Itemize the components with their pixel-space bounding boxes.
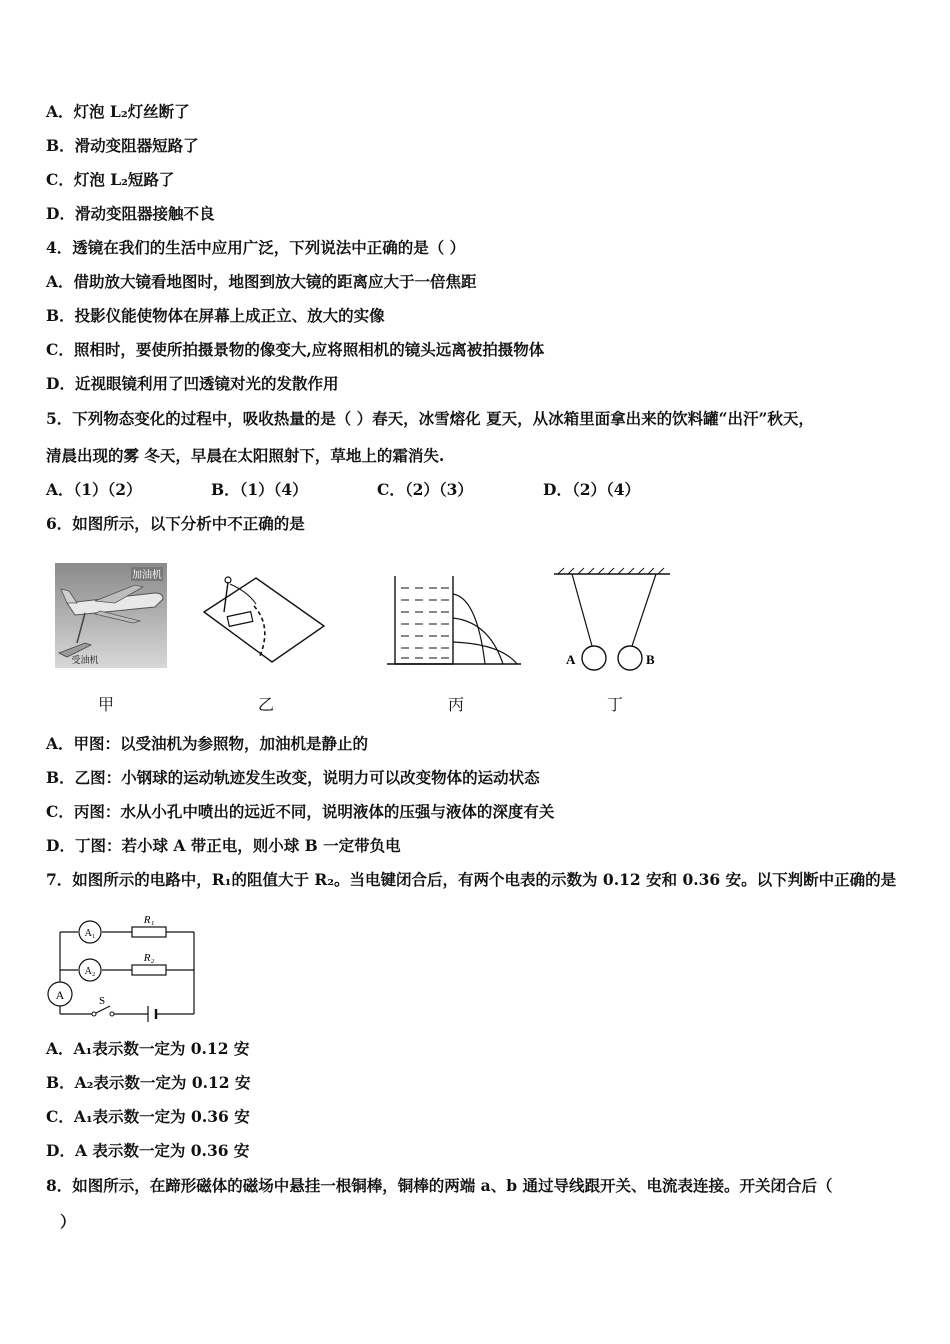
fig-ding-label-a: A bbox=[566, 652, 576, 667]
q5-stem-line2: 清晨出现的雾 冬天，早晨在太阳照射下，草地上的霜消失. bbox=[46, 446, 445, 465]
fig-label-jia: 甲 bbox=[98, 695, 115, 714]
fig-label-bing: 丙 bbox=[448, 695, 465, 714]
q5-option-a: A．（1）（2） bbox=[46, 480, 142, 499]
q7-option-b: B．A₂表示数一定为 0.12 安 bbox=[46, 1073, 251, 1092]
q7-switch-s: S bbox=[98, 995, 106, 1007]
q7-meter-a: A bbox=[55, 988, 65, 1002]
q5-stem-line1: 5．下列物态变化的过程中，吸收热量的是（ ）春天，冰雪熔化 夏天，从冰箱里面拿出来的饮料罐“出汗”秋天， bbox=[46, 409, 814, 428]
fig-jia-plane-label: 加油机 bbox=[132, 570, 162, 581]
fig-jia-receiver-label: 受油机 bbox=[71, 656, 99, 666]
q4-option-c: C．照相时，要使所拍摄景物的像变大,应将照相机的镜头远离被拍摄物体 bbox=[46, 340, 545, 359]
q7-resistor-r1: R₁ bbox=[143, 914, 155, 926]
q6-option-a: A．甲图：以受油机为参照物，加油机是静止的 bbox=[46, 734, 369, 753]
fig-yi-ball bbox=[198, 570, 328, 670]
q6-option-d: D．丁图：若小球 A 带正电，则小球 B 一定带负电 bbox=[46, 836, 401, 855]
q7-resistor-r2: R₂ bbox=[143, 952, 155, 964]
fig-jia-refueling bbox=[55, 563, 167, 668]
q7-meter-a1: A₁ bbox=[84, 928, 96, 939]
q5-option-d: D．（2）（4） bbox=[543, 480, 641, 499]
q4-option-a: A．借助放大镜看地图时，地图到放大镜的距离应大于一倍焦距 bbox=[46, 272, 477, 291]
q3-option-c: C．灯泡 L₂短路了 bbox=[46, 170, 175, 189]
q7-circuit-diagram bbox=[44, 908, 204, 1026]
q5-option-c: C．（2）（3） bbox=[377, 480, 473, 499]
fig-label-yi: 乙 bbox=[258, 695, 275, 714]
q4-option-d: D．近视眼镜利用了凹透镜对光的发散作用 bbox=[46, 374, 339, 393]
q5-option-b: B．（1）（4） bbox=[211, 480, 308, 499]
fig-bing-water bbox=[385, 572, 521, 668]
q6-stem: 6．如图所示，以下分析中不正确的是 bbox=[46, 514, 305, 533]
fig-label-ding: 丁 bbox=[607, 695, 624, 714]
q8-stem-line1: 8．如图所示，在蹄形磁体的磁场中悬挂一根铜棒，铜棒的两端 a、b 通过导线跟开关、电流表连接。开关闭合后（ bbox=[46, 1176, 833, 1195]
q5-options bbox=[46, 480, 640, 500]
q7-option-a: A．A₁表示数一定为 0.12 安 bbox=[46, 1039, 250, 1058]
q7-option-d: D．A 表示数一定为 0.36 安 bbox=[46, 1141, 250, 1160]
q3-option-b: B．滑动变阻器短路了 bbox=[46, 136, 199, 155]
q7-option-c: C．A₁表示数一定为 0.36 安 bbox=[46, 1107, 250, 1126]
q4-option-b: B．投影仪能使物体在屏幕上成正立、放大的实像 bbox=[46, 306, 385, 325]
q6-option-b: B．乙图：小钢球的运动轨迹发生改变，说明力可以改变物体的运动状态 bbox=[46, 768, 540, 787]
q3-option-d: D．滑动变阻器接触不良 bbox=[46, 204, 215, 223]
q8-stem-line2: ） bbox=[60, 1212, 76, 1231]
q3-option-a: A．灯泡 L₂灯丝断了 bbox=[46, 102, 190, 121]
fig-ding-label-b: B bbox=[646, 652, 655, 667]
q4-stem: 4．透镜在我们的生活中应用广泛，下列说法中正确的是（ ） bbox=[46, 238, 466, 257]
fig-ding-balls bbox=[552, 566, 672, 670]
q7-meter-a2: A₂ bbox=[84, 966, 96, 977]
q6-option-c: C．丙图：水从小孔中喷出的远近不同，说明液体的压强与液体的深度有关 bbox=[46, 802, 555, 821]
q7-stem: 7．如图所示的电路中，R₁的阻值大于 R₂。当电键闭合后，有两个电表的示数为 0.12 安和 0.36 安。以下判断中正确的是 bbox=[46, 870, 897, 889]
